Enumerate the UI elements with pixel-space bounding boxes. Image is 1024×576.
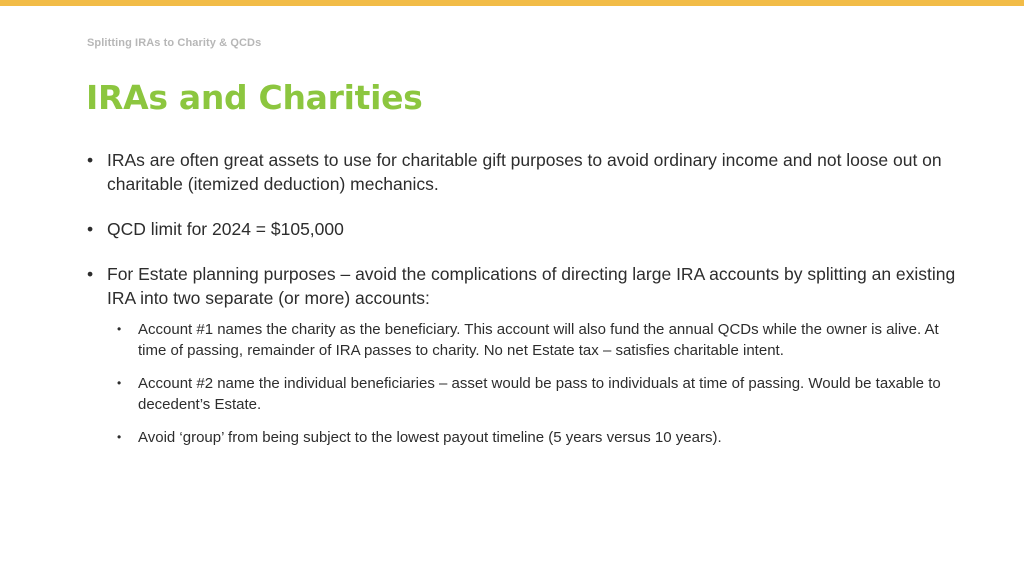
bullet-list [87,148,967,460]
top-accent-bar [0,0,1024,6]
bullet-item [87,148,967,196]
sub-bullet-item [87,319,967,361]
sub-bullet-marker: • [117,430,122,444]
sub-bullet-item [87,427,967,448]
bullet-item [87,262,967,310]
bullet-marker: • [87,219,94,239]
bullet-marker: • [87,264,94,284]
sub-bullet-text: Account #2 name the individual beneficiaries – asset would be pass to individuals at time of passing. Would be taxable to decedent’s Estate. [138,375,941,413]
sub-bullet-marker: • [117,376,122,390]
bullet-text: QCD limit for 2024 = $105,000 [107,219,344,239]
bullet-text: IRAs are often great assets to use for charitable gift purposes to avoid ordinary income and not loose out on charitable (itemized deduction) mechanics. [107,150,942,194]
sub-bullet-item [87,373,967,415]
bullet-marker: • [87,150,94,170]
slide-title: IRAs and Charities [86,78,423,117]
sub-bullet-text: Avoid ‘group’ from being subject to the lowest payout timeline (5 years versus 10 years). [138,429,722,446]
bullet-item [87,217,967,241]
sub-bullet-text: Account #1 names the charity as the beneficiary. This account will also fund the annual QCDs while the owner is alive. At time of passing, remainder of IRA passes to charity. No net Estate tax – satisfies charitable intent. [138,321,939,359]
sub-bullet-list [87,319,967,448]
section-label: Splitting IRAs to Charity & QCDs [87,37,262,49]
sub-bullet-marker: • [117,322,122,336]
bullet-text: For Estate planning purposes – avoid the complications of directing large IRA accounts by splitting an existing IRA into two separate (or more) accounts: [107,264,956,308]
